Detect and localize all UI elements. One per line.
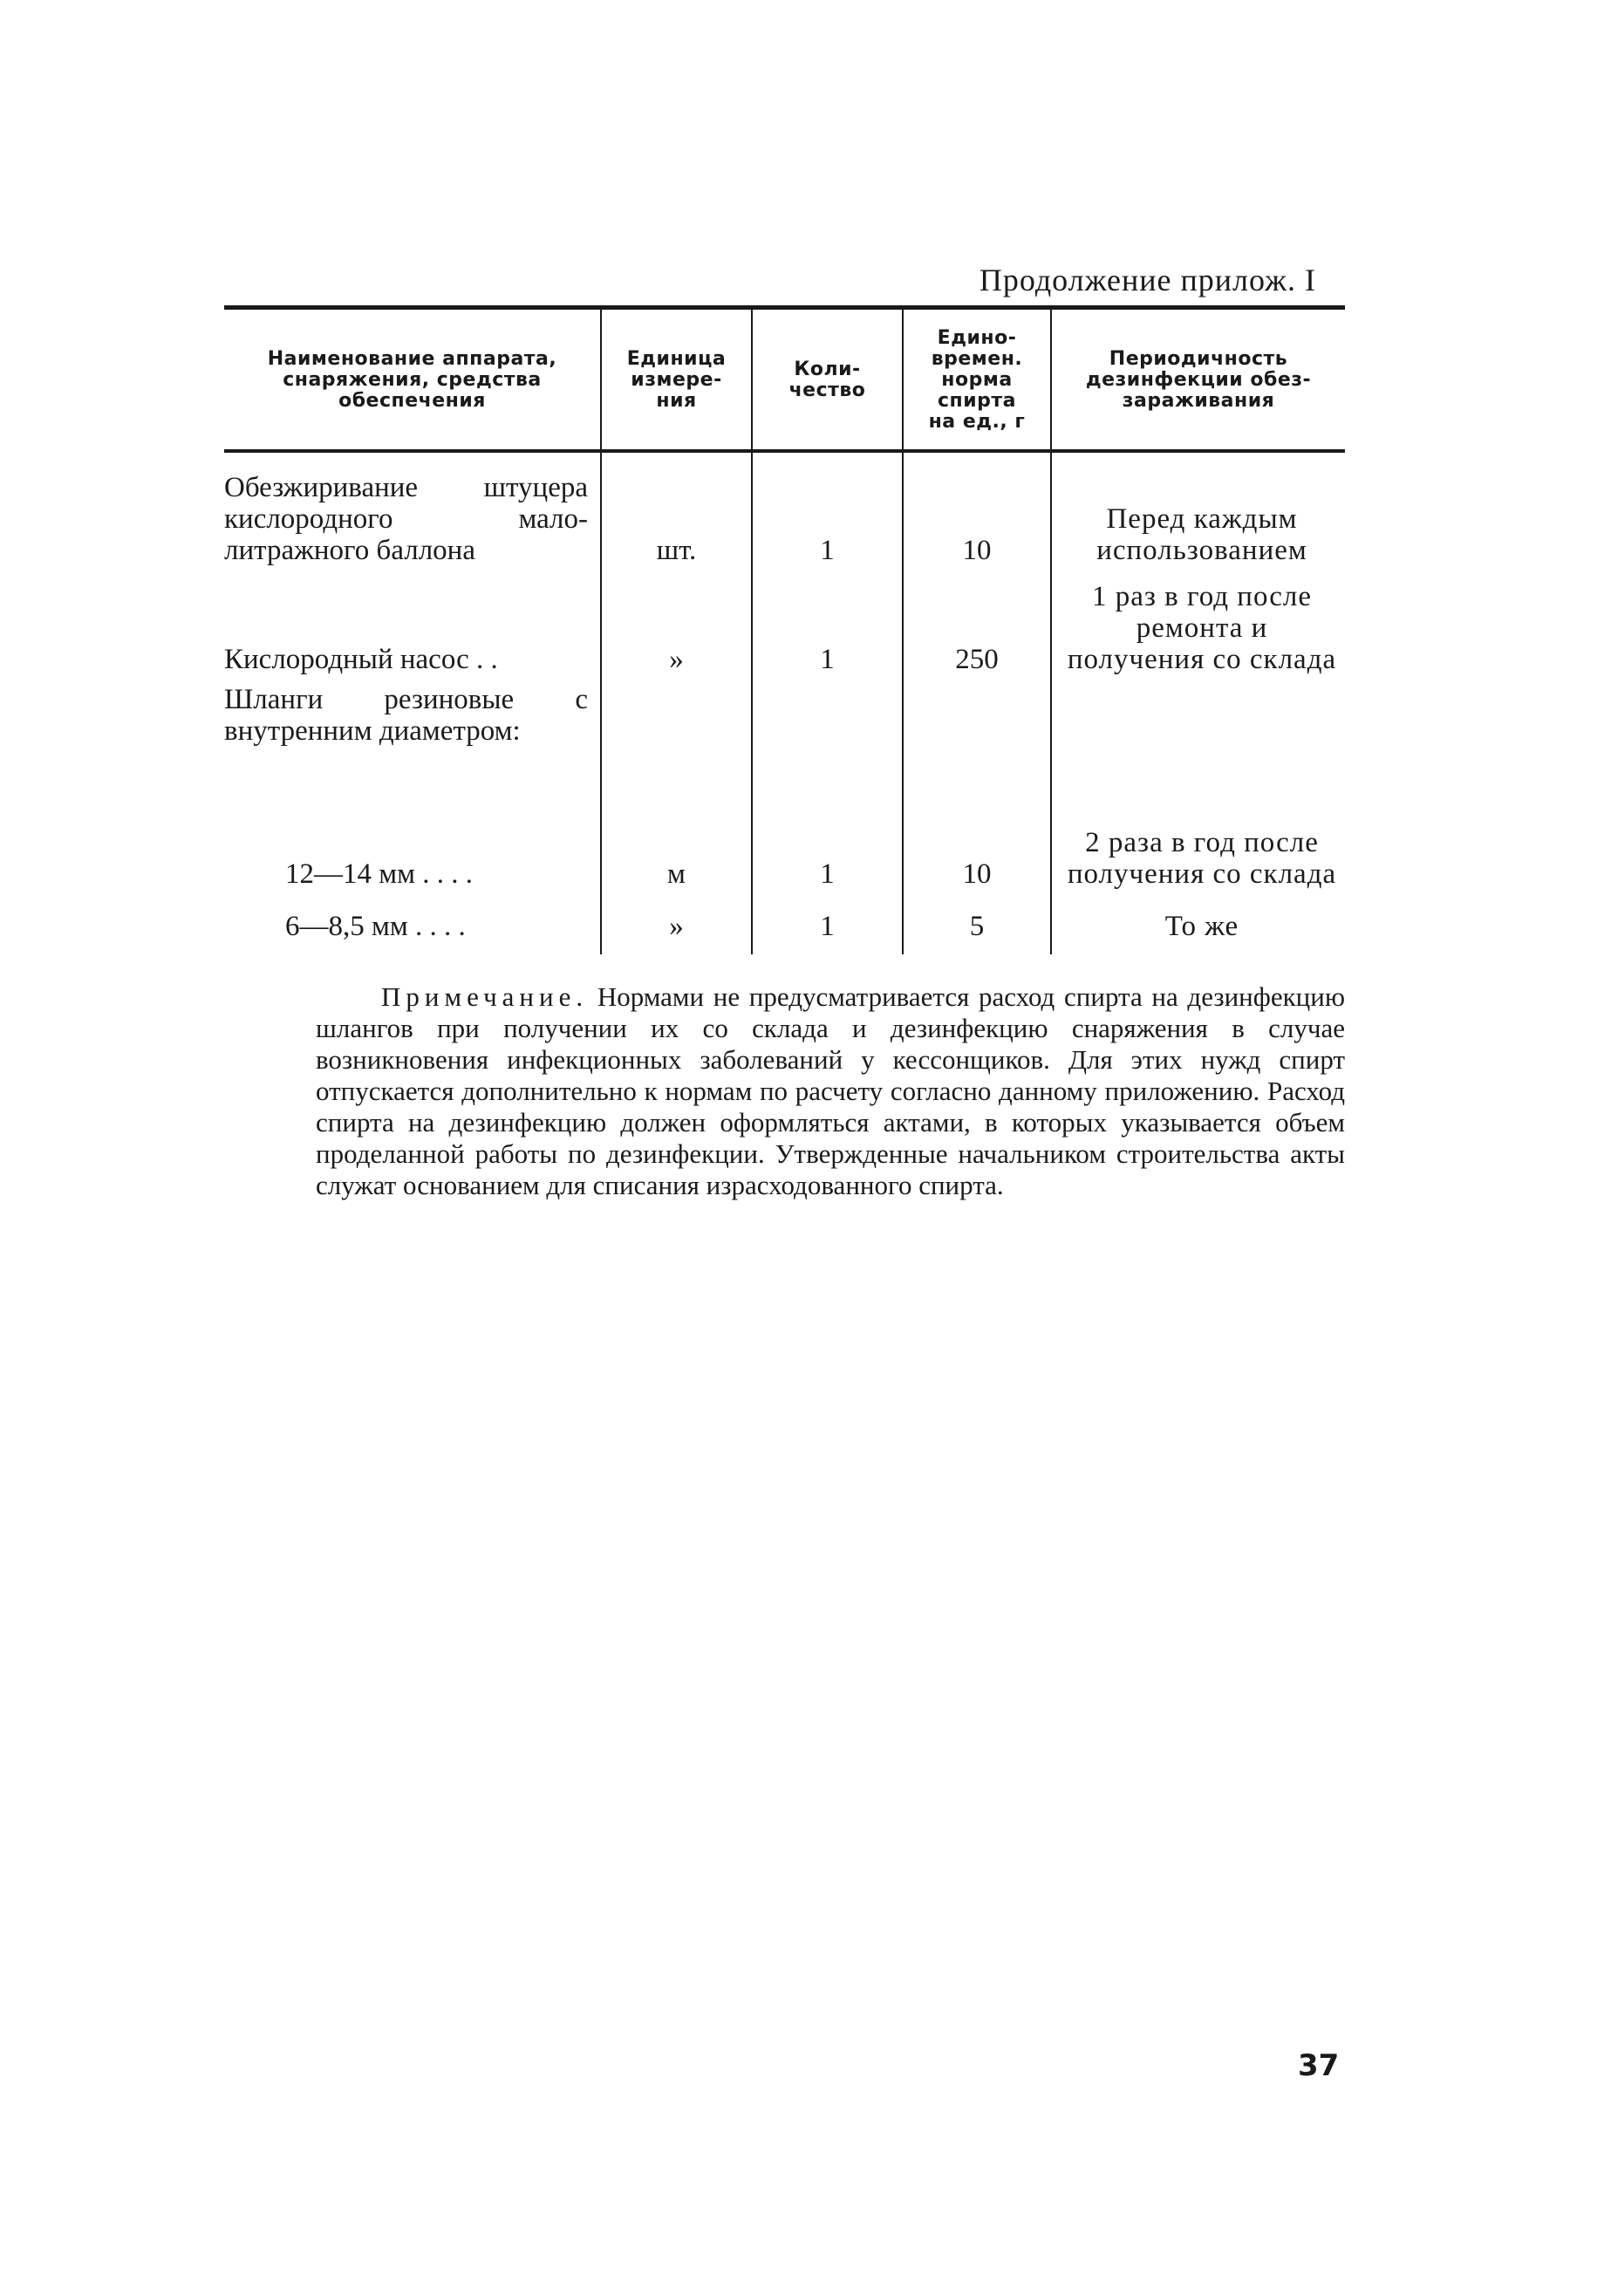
norms-table-wrap xyxy=(224,305,1345,954)
table-note xyxy=(316,981,1345,1201)
row-periodicity: То же xyxy=(1051,890,1345,954)
row-quantity xyxy=(752,675,903,796)
header-name: Наименование аппарата, снаряжения, средства обеспечения xyxy=(224,310,601,451)
table-row xyxy=(224,472,1345,566)
row-name: Обезжиривание штуцера кислородного мало-литражного баллона xyxy=(224,472,588,566)
row-periodicity: Перед каждым использованием xyxy=(1051,472,1345,566)
row-norm: 5 xyxy=(903,890,1051,954)
continuation-label: Продолжение прилож. I xyxy=(979,263,1316,297)
table-row xyxy=(224,796,1345,890)
row-unit: шт. xyxy=(601,472,752,566)
row-quantity: 1 xyxy=(752,796,903,890)
norms-table xyxy=(224,310,1345,954)
row-unit xyxy=(601,675,752,796)
table-row xyxy=(224,890,1345,954)
row-norm: 250 xyxy=(903,566,1051,675)
header-periodicity: Периодичность дезинфекции обез- зараживания xyxy=(1051,310,1345,451)
note-text: Нормами не предусматривается расход спирта на дезинфекцию шлангов при получении их со склада и дезинфекцию снаряжения в случае возникновения инфекционных заболеваний у кессонщиков. Для этих нужд спирт отпускается дополнительно к нормам по расчету согласно данному приложению. Расход спирта на дезинфекцию должен оформляться актами, в которых указывается объем проделанной работы по дезинфекции. Утвержденные начальником строительства акты служат основанием для списания израсходованного спирта. xyxy=(316,981,1346,1200)
row-norm: 10 xyxy=(903,472,1051,566)
row-quantity: 1 xyxy=(752,566,903,675)
row-periodicity xyxy=(1051,675,1345,796)
page-number: 37 xyxy=(1298,2048,1340,2083)
row-unit: » xyxy=(601,890,752,954)
table-row xyxy=(224,675,1345,796)
row-norm xyxy=(903,675,1051,796)
row-unit: » xyxy=(601,566,752,675)
row-name: 12—14 мм . . . . xyxy=(285,858,474,890)
row-periodicity: 1 раз в год после ремонта и получения со склада xyxy=(1051,566,1345,675)
row-periodicity: 2 раза в год после получения со склада xyxy=(1051,796,1345,890)
row-quantity: 1 xyxy=(752,890,903,954)
row-unit: м xyxy=(601,796,752,890)
table-gap-row xyxy=(224,451,1345,472)
note-lead: Примечание. xyxy=(381,981,589,1012)
row-name: Шланги резиновые с внутренним диаметром: xyxy=(224,684,588,747)
row-quantity: 1 xyxy=(752,472,903,566)
table-header-row xyxy=(224,310,1345,451)
table-row xyxy=(224,566,1345,675)
row-name: 6—8,5 мм . . . . xyxy=(285,911,466,942)
header-quantity: Коли- чество xyxy=(752,310,903,451)
row-norm: 10 xyxy=(903,796,1051,890)
row-name: Кислородный насос . . xyxy=(224,644,498,675)
header-unit: Единица измере- ния xyxy=(601,310,752,451)
header-norm: Едино- времен. норма спирта на ед., г xyxy=(903,310,1051,451)
